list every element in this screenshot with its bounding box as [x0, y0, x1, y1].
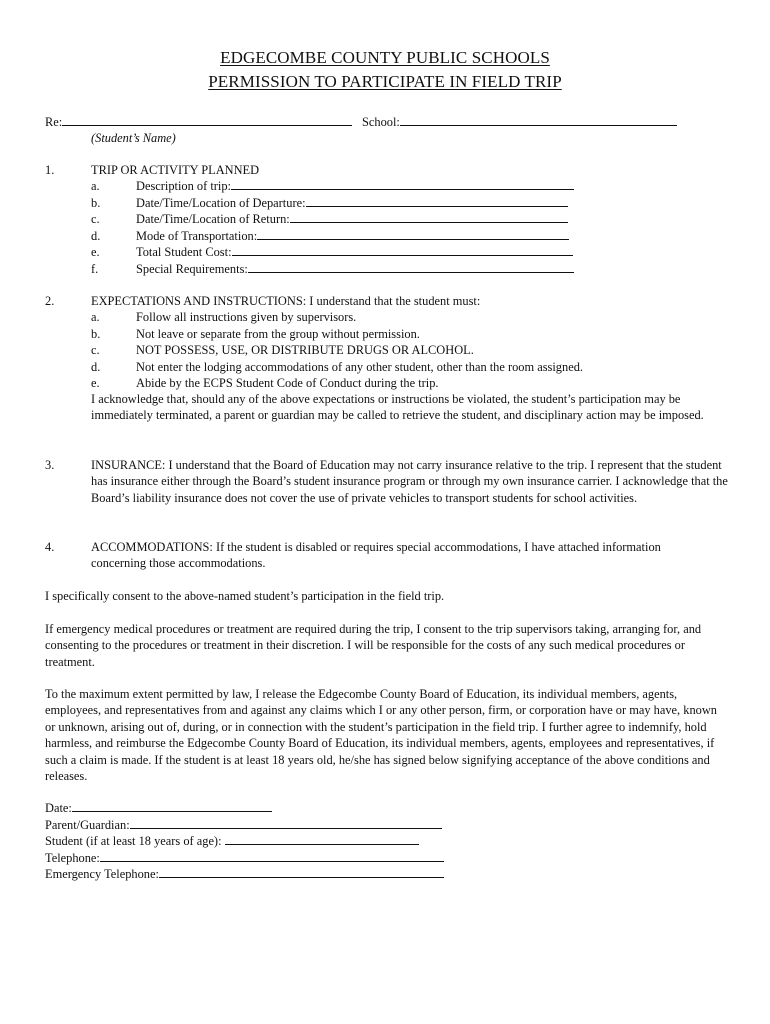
section2-item-letter: b.	[91, 327, 101, 341]
parent-guardian-signature-field[interactable]	[130, 817, 442, 829]
student-signature-row	[45, 833, 419, 849]
departure-label: Date/Time/Location of Departure:	[136, 196, 306, 210]
parent-guardian-row	[45, 817, 442, 833]
telephone-row	[45, 850, 444, 866]
student-signature-field[interactable]	[225, 833, 419, 845]
section1-number: 1.	[45, 163, 55, 177]
section2-item-letter: e.	[91, 376, 100, 390]
emergency-medical-paragraph: If emergency medical procedures or treatment are required during the trip, I consent to the trip supervisors taking, arranging for, and consenting to the procedures or treatment in their discretion. I will be responsible for the costs of any such medical procedures or treatment.	[45, 622, 702, 669]
emergency-telephone-row	[45, 866, 444, 882]
section1-heading: TRIP OR ACTIVITY PLANNED	[91, 163, 260, 177]
section1-item-letter: f.	[91, 262, 99, 276]
section1-item-letter: c.	[91, 212, 100, 226]
date-label: Date:	[45, 801, 72, 815]
consent-statement: I specifically consent to the above-named student’s participation in the field trip.	[45, 589, 445, 603]
student-name-caption: (Student’s Name)	[91, 131, 176, 145]
student-name-field[interactable]	[62, 114, 352, 126]
section3-insurance-text: INSURANCE: I understand that the Board of Education may not carry insurance relative to the trip. I represent that the student has insurance either through the Board’s student insurance program or through my own insurance carrier. I acknowledge that the Board’s liability insurance does not cover the use of private vehicles to transport students for school activities.	[91, 458, 728, 505]
special-requirements-field[interactable]	[248, 261, 574, 273]
departure-field[interactable]	[306, 195, 568, 207]
section1-item-letter: b.	[91, 196, 101, 210]
emergency-telephone-field[interactable]	[159, 866, 444, 878]
re-line	[45, 114, 352, 130]
section2-number: 2.	[45, 294, 55, 308]
form-title-line1: EDGECOMBE COUNTY PUBLIC SCHOOLS	[220, 48, 550, 67]
section1-item-letter: d.	[91, 229, 101, 243]
school-field[interactable]	[400, 114, 677, 126]
section2-acknowledgement: I acknowledge that, should any of the above expectations or instructions be violated, the student’s participation may be immediately terminated, a parent or guardian may be called to retrieve the student, and disciplinary action may be imposed.	[91, 392, 704, 423]
transportation-field[interactable]	[257, 228, 569, 240]
section2-item-text: Not leave or separate from the group without permission.	[136, 327, 420, 341]
section1-item-letter: a.	[91, 179, 100, 193]
return-label: Date/Time/Location of Return:	[136, 212, 290, 226]
parent-guardian-label: Parent/Guardian:	[45, 818, 130, 832]
section2-item-text: Follow all instructions given by supervisors.	[136, 310, 357, 324]
section2-item-letter: c.	[91, 343, 100, 357]
section2-item-letter: a.	[91, 310, 100, 324]
school-line	[362, 114, 677, 130]
student-cost-row	[136, 244, 573, 260]
trip-description-field[interactable]	[231, 178, 574, 190]
section4-number: 4.	[45, 540, 55, 554]
emergency-telephone-label: Emergency Telephone:	[45, 867, 159, 881]
section2-item-letter: d.	[91, 360, 101, 374]
student-signature-label: Student (if at least 18 years of age):	[45, 834, 225, 848]
telephone-label: Telephone:	[45, 851, 100, 865]
form-title-line2: PERMISSION TO PARTICIPATE IN FIELD TRIP	[208, 72, 562, 91]
section2-heading: EXPECTATIONS AND INSTRUCTIONS: I understand that the student must:	[91, 294, 481, 308]
special-requirements-label: Special Requirements:	[136, 262, 248, 276]
student-cost-label: Total Student Cost:	[136, 245, 232, 259]
section2-item-text: Not enter the lodging accommodations of any other student, other than the room assigned.	[136, 360, 583, 374]
student-cost-field[interactable]	[232, 244, 573, 256]
section2-item-text: Abide by the ECPS Student Code of Conduct during the trip.	[136, 376, 439, 390]
re-label: Re:	[45, 115, 63, 129]
transportation-label: Mode of Transportation:	[136, 229, 258, 243]
school-label: School:	[362, 115, 400, 129]
return-field[interactable]	[290, 211, 568, 223]
section2-item-text: NOT POSSESS, USE, OR DISTRIBUTE DRUGS OR ALCOHOL.	[136, 343, 474, 357]
date-field[interactable]	[72, 800, 272, 812]
trip-description-row	[136, 178, 574, 194]
telephone-field[interactable]	[100, 850, 444, 862]
return-row	[136, 211, 568, 227]
special-requirements-row	[136, 261, 574, 277]
departure-row	[136, 195, 568, 211]
section3-number: 3.	[45, 458, 55, 472]
section4-accommodations-text: ACCOMMODATIONS: If the student is disabled or requires special accommodations, I have attached information concerning those accommodations.	[91, 540, 661, 571]
date-row	[45, 800, 272, 816]
transportation-row	[136, 228, 569, 244]
section1-item-letter: e.	[91, 245, 100, 259]
release-paragraph: To the maximum extent permitted by law, I release the Edgecombe County Board of Education, its individual members, agents, employees, and representatives from and against any claims which I or any other person, firm, or corporation have or may have, known or unknown, arising out of, during, or in connection with the student’s participation in the field trip. I further agree to indemnify, hold harmless, and reimburse the Edgecombe County Board of Education, its individual members, agents, employees and representatives, if such a claim is made. If the student is at least 18 years old, he/she has signed below signifying acceptance of the above conditions and releases.	[45, 687, 717, 784]
trip-description-label: Description of trip:	[136, 179, 231, 193]
